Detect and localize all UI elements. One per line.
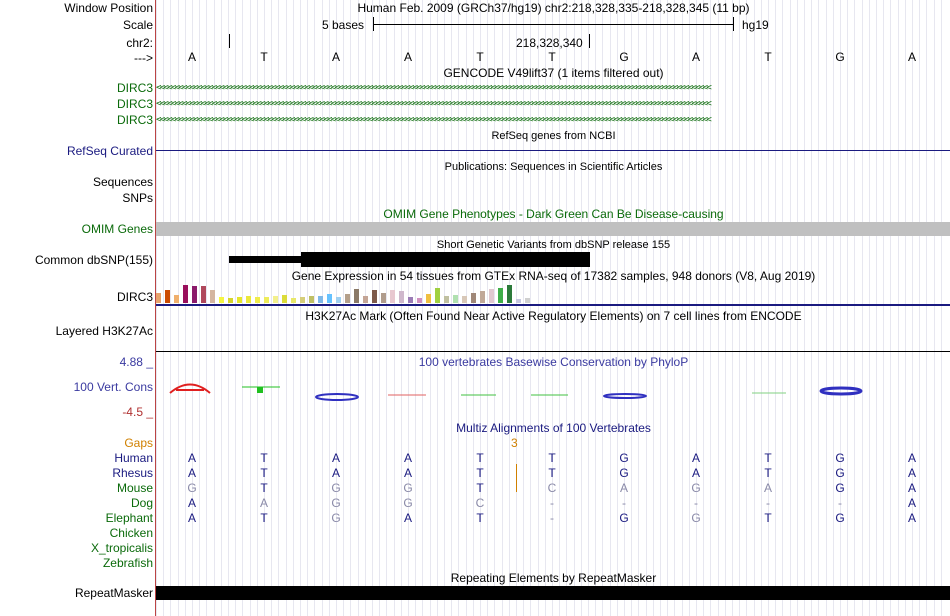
alignment-base: A bbox=[187, 511, 196, 525]
gtex-bar[interactable] bbox=[291, 298, 296, 303]
sequence-base: T bbox=[260, 50, 268, 64]
alignment-base: G bbox=[835, 451, 845, 465]
alignment-base: A bbox=[259, 496, 268, 510]
gtex-bar[interactable] bbox=[453, 295, 458, 303]
alignment-base: G bbox=[691, 511, 701, 525]
gtex-bar[interactable] bbox=[525, 298, 530, 303]
scale-text: 5 bases bbox=[322, 18, 365, 32]
dbsnp-variant-thin[interactable] bbox=[229, 256, 301, 263]
gtex-bar[interactable] bbox=[165, 290, 170, 303]
alignment-base: A bbox=[187, 496, 196, 510]
gtex-bar[interactable] bbox=[300, 297, 305, 303]
gtex-bar[interactable] bbox=[246, 296, 251, 303]
gtex-bar-chart[interactable] bbox=[156, 284, 556, 303]
gtex-bar[interactable] bbox=[444, 296, 449, 303]
gtex-bar[interactable] bbox=[309, 296, 314, 303]
gtex-bar[interactable] bbox=[354, 289, 359, 303]
refseq-intron-line[interactable] bbox=[156, 150, 950, 151]
gencode-title: GENCODE V49lift37 (1 items filtered out) bbox=[443, 66, 664, 80]
gtex-bar[interactable] bbox=[372, 290, 377, 303]
species-label[interactable]: Chicken bbox=[109, 526, 153, 540]
gtex-bar[interactable] bbox=[327, 294, 332, 304]
alignment-base: T bbox=[260, 511, 268, 525]
sequence-base: T bbox=[476, 50, 484, 64]
alignment-base: - bbox=[550, 496, 554, 510]
alignment-base: G bbox=[619, 451, 629, 465]
repeatmasker-label[interactable]: RepeatMasker bbox=[74, 586, 153, 600]
alignment-base: A bbox=[331, 451, 340, 465]
assembly-label: hg19 bbox=[742, 18, 769, 32]
gtex-bar[interactable] bbox=[264, 297, 269, 303]
sequence-base: G bbox=[835, 50, 845, 64]
snps-label[interactable]: SNPs bbox=[122, 191, 153, 205]
alignment-base: A bbox=[403, 466, 412, 480]
alignment-base: A bbox=[907, 481, 916, 495]
refseq-label[interactable]: RefSeq Curated bbox=[66, 144, 153, 158]
alignment-base: G bbox=[331, 481, 341, 495]
alignment-base: - bbox=[622, 496, 626, 510]
position-text: Human Feb. 2009 (GRCh37/hg19) chr2:218,328,335-218,328,345 (11 bp) bbox=[357, 1, 750, 15]
scale-bar bbox=[373, 24, 734, 25]
omim-title: OMIM Gene Phenotypes - Dark Green Can Be Disease-causing bbox=[383, 207, 724, 221]
sequence-base: T bbox=[764, 50, 772, 64]
alignment-base: T bbox=[548, 451, 556, 465]
gaps-label: Gaps bbox=[124, 436, 153, 450]
species-label[interactable]: Human bbox=[114, 451, 153, 465]
window-position-label: Window Position bbox=[64, 1, 153, 15]
phylop-title: 100 vertebrates Basewise Conservation by PhyloP bbox=[418, 355, 689, 369]
phylop-glyph bbox=[257, 387, 263, 393]
gtex-bar[interactable] bbox=[408, 297, 413, 303]
coord-tick bbox=[589, 34, 590, 48]
alignment-base: - bbox=[766, 496, 770, 510]
dbsnp-label[interactable]: Common dbSNP(155) bbox=[34, 253, 153, 267]
h3k27ac-title: H3K27Ac Mark (Often Found Near Active Regulatory Elements) on 7 cell lines from ENCODE bbox=[305, 309, 802, 323]
alignment-base: A bbox=[691, 466, 700, 480]
species-label[interactable]: Zebrafish bbox=[102, 556, 153, 570]
gap-count: 3 bbox=[511, 436, 518, 450]
sequence-base: A bbox=[331, 50, 340, 64]
alignment-base: A bbox=[907, 511, 916, 525]
alignment-base: A bbox=[691, 451, 700, 465]
gencode-row-label[interactable]: DIRC3 bbox=[116, 113, 153, 127]
phylop-glyph bbox=[821, 388, 861, 394]
gencode-row-label[interactable]: DIRC3 bbox=[116, 97, 153, 111]
sequence-base: G bbox=[619, 50, 629, 64]
alignment-base: A bbox=[907, 451, 916, 465]
alignment-base: T bbox=[260, 451, 268, 465]
dbsnp-title: Short Genetic Variants from dbSNP release 155 bbox=[436, 239, 671, 251]
alignment-base: - bbox=[550, 511, 554, 525]
alignment-base: T bbox=[260, 466, 268, 480]
gtex-bar[interactable] bbox=[498, 288, 503, 303]
gencode-row-label[interactable]: DIRC3 bbox=[116, 81, 153, 95]
publications-title: Publications: Sequences in Scientific Articles bbox=[444, 161, 663, 173]
alignment-base: G bbox=[187, 481, 197, 495]
repeatmasker-title: Repeating Elements by RepeatMasker bbox=[450, 571, 657, 585]
gtex-bar[interactable] bbox=[237, 297, 242, 303]
sequence-base: A bbox=[691, 50, 700, 64]
gene-model-dirc3[interactable]: <<<<<<<<<<<<<<<<<<<<<<<<<<<<<<<<<<<<<<<<<<<<<<<<<<<<<<<<<<<<<<<<<<<<<<<<<<<<<<<<<<<<<<<<<<<<<<<<<<<<<<<<<<<<<<<<<<<<<<<<<<<<<<<<<<<<<<<<<<<<<<<<<<<<< bbox=[156, 83, 711, 93]
coord-tick bbox=[229, 34, 230, 48]
alignment-base: G bbox=[331, 511, 341, 525]
gtex-bar[interactable] bbox=[156, 293, 161, 303]
gtex-bar[interactable] bbox=[507, 285, 512, 303]
sequence-base: A bbox=[403, 50, 412, 64]
species-label[interactable]: Mouse bbox=[116, 481, 153, 495]
alignment-base: T bbox=[764, 511, 772, 525]
gtex-bar[interactable] bbox=[417, 298, 422, 303]
species-label[interactable]: Elephant bbox=[105, 511, 153, 525]
alignment-base: G bbox=[403, 496, 413, 510]
alignment-base: - bbox=[694, 496, 698, 510]
track-panel[interactable] bbox=[155, 0, 950, 616]
alignment-base: A bbox=[403, 511, 412, 525]
gene-model-dirc3[interactable]: <<<<<<<<<<<<<<<<<<<<<<<<<<<<<<<<<<<<<<<<<<<<<<<<<<<<<<<<<<<<<<<<<<<<<<<<<<<<<<<<<<<<<<<<<<<<<<<<<<<<<<<<<<<<<<<<<<<<<<<<<<<<<<<<<<<<<<<<<<<<<<<<<<<<< bbox=[156, 99, 711, 109]
alignment-base: G bbox=[619, 511, 629, 525]
alignment-base: T bbox=[476, 511, 484, 525]
alignment-base: A bbox=[907, 466, 916, 480]
omim-bar[interactable] bbox=[156, 222, 950, 236]
alignment-base: T bbox=[476, 466, 484, 480]
alignment-base: A bbox=[187, 451, 196, 465]
alignment-base: C bbox=[547, 481, 557, 495]
gtex-bar[interactable] bbox=[381, 293, 386, 303]
refseq-title: RefSeq genes from NCBI bbox=[491, 130, 616, 142]
alignment-base: A bbox=[187, 466, 196, 480]
gtex-bar[interactable] bbox=[426, 294, 431, 303]
alignment-base: T bbox=[260, 481, 268, 495]
omim-label[interactable]: OMIM Genes bbox=[81, 222, 153, 236]
alignment-base: A bbox=[763, 481, 772, 495]
phylop-glyph bbox=[170, 385, 210, 394]
dbsnp-variant[interactable] bbox=[301, 252, 590, 267]
gtex-bar[interactable] bbox=[219, 297, 224, 303]
alignment-base: T bbox=[548, 466, 556, 480]
gtex-bar[interactable] bbox=[489, 289, 494, 303]
strand-label: ---> bbox=[134, 51, 153, 65]
alignment-base: A bbox=[331, 466, 340, 480]
phylop-min: -4.5 _ bbox=[122, 405, 153, 419]
gtex-bar[interactable] bbox=[201, 286, 206, 303]
alignment-base: G bbox=[691, 481, 701, 495]
h3k27ac-baseline bbox=[156, 351, 950, 352]
gtex-bar[interactable] bbox=[282, 295, 287, 303]
gtex-bar[interactable] bbox=[363, 296, 368, 303]
alignment-base: T bbox=[476, 481, 484, 495]
alignment-base: T bbox=[764, 451, 772, 465]
gtex-bar[interactable] bbox=[336, 297, 341, 303]
alignment-base: T bbox=[476, 451, 484, 465]
sequences-label[interactable]: Sequences bbox=[92, 175, 153, 189]
gtex-bar[interactable] bbox=[318, 296, 323, 303]
gtex-bar[interactable] bbox=[273, 296, 278, 303]
species-label[interactable]: Rhesus bbox=[112, 466, 153, 480]
alignment-base: - bbox=[838, 496, 842, 510]
gtex-baseline bbox=[156, 304, 950, 306]
multiz-title: Multiz Alignments of 100 Vertebrates bbox=[456, 421, 651, 435]
sequence-base: T bbox=[548, 50, 556, 64]
alignment-base: G bbox=[331, 496, 341, 510]
gtex-bar[interactable] bbox=[192, 286, 197, 303]
alignment-base: G bbox=[835, 511, 845, 525]
gtex-bar[interactable] bbox=[480, 291, 485, 303]
chrom-label: chr2: bbox=[126, 36, 153, 50]
alignment-base: A bbox=[403, 451, 412, 465]
gtex-bar[interactable] bbox=[471, 293, 476, 303]
gtex-bar[interactable] bbox=[390, 290, 395, 303]
alignment-base: A bbox=[619, 481, 628, 495]
gtex-bar[interactable] bbox=[255, 297, 260, 303]
phylop-label[interactable]: 100 Vert. Cons bbox=[73, 380, 153, 394]
gene-model-dirc3[interactable]: <<<<<<<<<<<<<<<<<<<<<<<<<<<<<<<<<<<<<<<<<<<<<<<<<<<<<<<<<<<<<<<<<<<<<<<<<<<<<<<<<<<<<<<<<<<<<<<<<<<<<<<<<<<<<<<<<<<<<<<<<<<<<<<<<<<<<<<<<<<<<<<<<<<<< bbox=[156, 115, 711, 125]
alignment-base: C bbox=[475, 496, 485, 510]
species-label[interactable]: X_tropicalis bbox=[90, 541, 153, 555]
alignment-base: G bbox=[403, 481, 413, 495]
sequence-base: A bbox=[187, 50, 196, 64]
gtex-label[interactable]: DIRC3 bbox=[116, 290, 153, 304]
gtex-bar[interactable] bbox=[345, 294, 350, 303]
gtex-bar[interactable] bbox=[435, 288, 440, 303]
alignment-base: G bbox=[835, 466, 845, 480]
alignment-base: T bbox=[764, 466, 772, 480]
sequence-base: A bbox=[907, 50, 916, 64]
phylop-glyph bbox=[316, 394, 358, 400]
phylop-glyph bbox=[604, 394, 646, 398]
repeatmasker-element[interactable] bbox=[156, 586, 950, 600]
alignment-base: G bbox=[619, 466, 629, 480]
gtex-bar[interactable] bbox=[174, 295, 179, 303]
gtex-bar[interactable] bbox=[516, 299, 521, 303]
alignment-base: G bbox=[835, 481, 845, 495]
gtex-bar[interactable] bbox=[462, 296, 467, 303]
phylop-glyphs[interactable] bbox=[156, 378, 950, 408]
scale-tick-right bbox=[733, 17, 734, 31]
phylop-max: 4.88 _ bbox=[119, 355, 153, 369]
alignment-base: A bbox=[907, 496, 916, 510]
gtex-bar[interactable] bbox=[399, 291, 404, 303]
gtex-bar[interactable] bbox=[183, 285, 188, 303]
coordinate-label: 218,328,340 bbox=[516, 36, 583, 50]
species-label[interactable]: Dog bbox=[130, 496, 153, 510]
gtex-bar[interactable] bbox=[210, 290, 215, 303]
gtex-bar[interactable] bbox=[228, 298, 233, 303]
h3k27ac-label[interactable]: Layered H3K27Ac bbox=[55, 324, 153, 338]
scale-label: Scale bbox=[122, 18, 153, 32]
gtex-title: Gene Expression in 54 tissues from GTEx RNA-seq of 17382 samples, 948 donors (V8, Aug 2019) bbox=[291, 269, 816, 283]
